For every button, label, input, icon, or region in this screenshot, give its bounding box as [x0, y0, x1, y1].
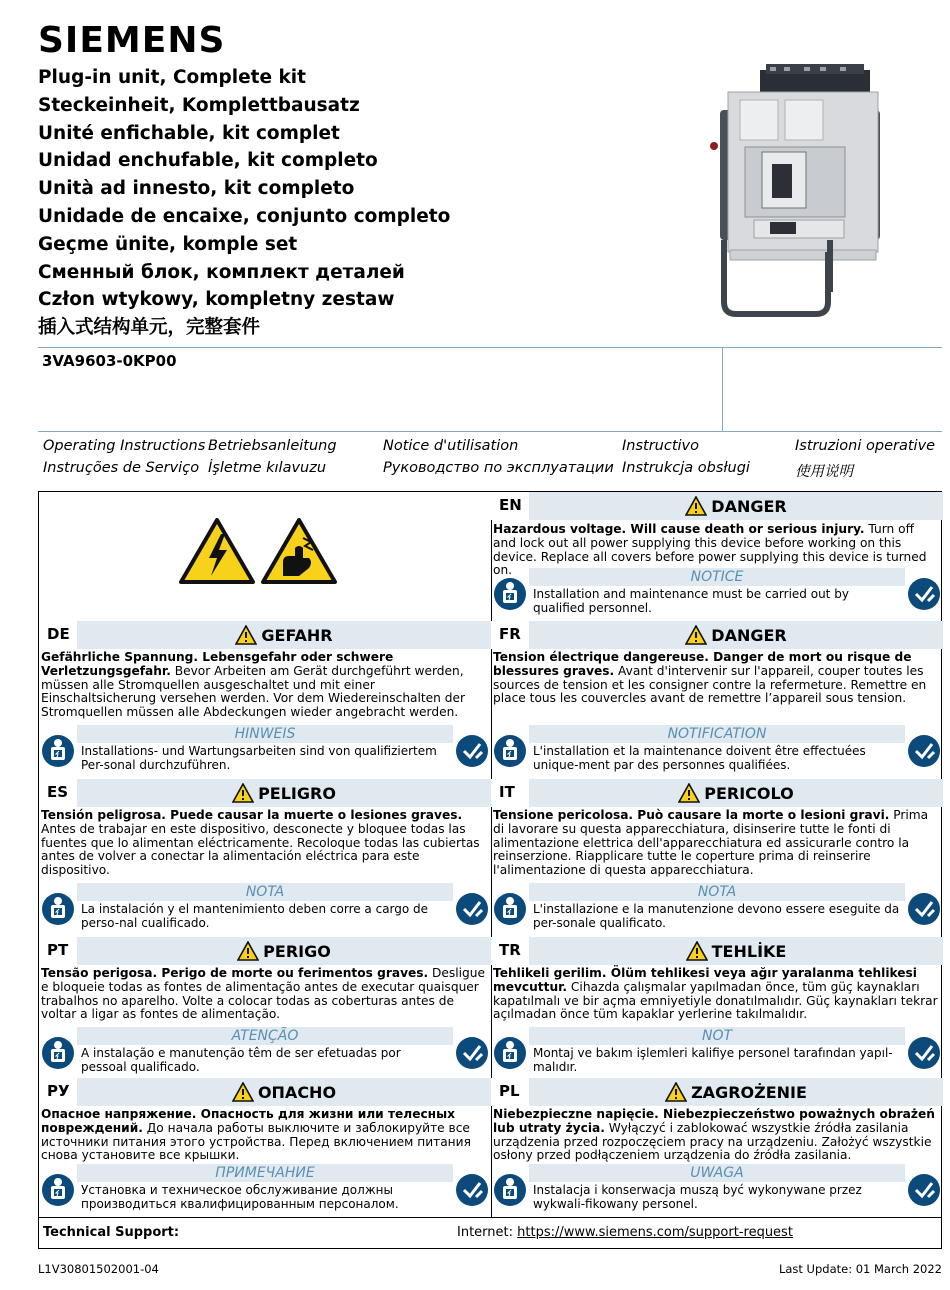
danger-header [529, 492, 943, 520]
danger-bold: Tensione pericolosa. Può causare la morte o lesioni gravi. [493, 808, 890, 822]
danger-body: До начала работы выключите и заблокируйте все источники питания этого устройства. Перед включением питания снова установите все крышки. [41, 1120, 471, 1163]
warning-triangle-icon [665, 1082, 687, 1102]
lang-code: FR [491, 621, 529, 649]
danger-heading: PERIGO [263, 941, 331, 961]
danger-header [77, 1078, 491, 1106]
note-block [39, 1027, 491, 1079]
danger-body: Avant d'intervenir sur l'appareil, couper toutes les sources de tension et les consigner contre la refermeture. Remettre en place tous les couvercles avant de remettre l’appareil sous tension. [493, 663, 927, 706]
note-text: La instalación y el mantenimiento deben corre a cargo de perso-nal cualificado. [81, 902, 429, 930]
danger-heading: GEFAHR [261, 625, 333, 645]
section-de [39, 621, 491, 779]
note-text: Installations- und Wartungsarbeiten sind von qualifiziertem Per-sonal durchzuführen. [81, 744, 437, 772]
support-link[interactable]: https://www.siemens.com/support-request [517, 1225, 793, 1240]
danger-header [529, 621, 943, 649]
danger-body: Turn off and lock out all power supplying this device before working on this device. Replace all covers before power supplying this device is turned on. [493, 522, 927, 578]
lang-code: IT [491, 779, 529, 807]
section-ru [39, 1078, 491, 1220]
note-block [491, 568, 943, 620]
danger-bold: Опасное напряжение. Опасность для жизни или телесных повреждений. [41, 1107, 455, 1135]
danger-header [529, 937, 943, 965]
note-title: NOT [529, 1027, 905, 1045]
divider [722, 347, 723, 431]
section-fr [491, 621, 943, 779]
instruction-label: Instruções de Serviço [43, 460, 200, 476]
note-text: Montaj ve bakım işlemleri kalifiye personel tarafından yapıl-malıdır. [533, 1046, 893, 1074]
read-instructions-icon [905, 1164, 943, 1216]
warning-triangle-icon [678, 783, 700, 803]
section-en [491, 492, 943, 621]
title-en: Plug-in unit, Complete kit [38, 67, 306, 88]
danger-bold: Tehlikeli gerilim. Ölüm tehlikesi veya ağır yaralanma tehlikesi mevcuttur. [493, 966, 917, 994]
section-pt [39, 937, 491, 1078]
divider [38, 431, 942, 432]
read-instructions-icon [453, 1027, 491, 1079]
read-instructions-icon [905, 883, 943, 935]
section-tr [491, 937, 943, 1078]
danger-text [493, 1108, 939, 1163]
title-zh: 插入式结构单元，完整套件 [38, 317, 261, 339]
section-it [491, 779, 943, 937]
instruction-label: Notice d'utilisation [383, 438, 519, 454]
note-title: NOTIFICATION [529, 725, 905, 743]
danger-header [529, 779, 943, 807]
document-number: L1V30801502001-04 [38, 1262, 159, 1276]
note-title: ATENÇÃO [77, 1027, 453, 1045]
danger-body: Prima di lavorare su questa apparecchiatura, disinserire tutte le fonti di alimentazione elettrica dell'apparecchiatura ed assicurarle contro la reinserzione. Riapplicare tutte le coperture prima di reinserire l'alimentazione di questa apparecchiatura. [493, 808, 929, 878]
title-fr: Unité enfichable, kit complet [38, 122, 340, 144]
read-instructions-icon [453, 725, 491, 777]
note-block [39, 725, 491, 777]
warning-triangle-icon [685, 496, 707, 516]
product-titles [38, 64, 450, 342]
danger-heading: PELIGRO [258, 783, 336, 803]
note-text: Installation and maintenance must be carried out by qualified personnel. [533, 587, 849, 615]
danger-body: Bevor Arbeiten am Gerät durchgeführt werden, müssen alle Stromquellen ausgeschaltet und mit einer Einschaltsicherung versehen werden. Vor dem Wiedereinschalten der Stromquellen müssen alle Abdeckungen wieder angebracht werden. [41, 663, 466, 720]
support-row [39, 1217, 941, 1248]
danger-text [41, 967, 487, 1022]
danger-body: Desligue e bloqueie todas as fontes de alimentação antes de executar quaisquer trabalhos no aparelho. Volte a colocar todas as coberturas antes de voltar a ligar as fontes de alimentação. [41, 966, 486, 1022]
lang-code: EN [491, 492, 529, 520]
lang-code: PL [491, 1078, 529, 1106]
instruction-label: Istruzioni operative [795, 438, 936, 454]
note-title: UWAGA [529, 1164, 905, 1182]
title-tr: Geçme ünite, komple set [38, 233, 298, 255]
danger-text [41, 809, 487, 878]
qualified-personnel-icon [491, 568, 529, 620]
note-block [491, 725, 943, 777]
danger-bold: Tension électrique dangereuse. Danger de mort ou risque de blessures graves. [493, 650, 912, 678]
read-instructions-icon [453, 1164, 491, 1216]
danger-bold: Hazardous voltage. Will cause death or serious injury. [493, 522, 865, 536]
hand-shock-icon [263, 520, 335, 582]
danger-heading: ZAGROŻENIE [691, 1082, 807, 1102]
warning-triangle-icon [232, 783, 254, 803]
danger-text [41, 1108, 487, 1163]
support-internet [457, 1225, 793, 1240]
note-text: L'installation et la maintenance doivent être effectuées unique-ment par des personnes qualifiées. [533, 744, 866, 772]
read-instructions-icon [905, 568, 943, 620]
note-block [491, 1164, 943, 1216]
qualified-personnel-icon [491, 725, 529, 777]
instruction-label: 使用说明 [795, 464, 853, 480]
warning-triangle-icon [232, 1082, 254, 1102]
danger-text [493, 651, 939, 706]
danger-text [493, 809, 939, 878]
danger-body: Wyłączyć i zablokować wszystkie źródła zasilania urządzenia przed rozpoczęciem pracy na urządzeniu. Założyć wszystkie osłony przed podłączeniem urządzenia do źródła zasilania. [493, 1120, 932, 1163]
instruction-label: Instrukcja obsługi [622, 460, 750, 476]
internet-label: Internet: [457, 1225, 518, 1240]
qualified-personnel-icon [491, 1027, 529, 1079]
last-update: Last Update: 01 March 2022 [778, 1262, 942, 1276]
warning-triangle-icon [685, 625, 707, 645]
danger-text [41, 651, 487, 720]
instruction-label: Operating Instructions [43, 438, 206, 454]
safety-table [38, 491, 942, 1249]
danger-bold: Tensão perigosa. Perigo de morte ou ferimentos graves. [41, 966, 429, 980]
danger-bold: Gefährliche Spannung. Lebensgefahr oder schwere Verletzungsgefahr. [41, 650, 394, 678]
instruction-label: Instructivo [622, 438, 699, 454]
divider [38, 347, 942, 348]
note-title: NOTA [529, 883, 905, 901]
danger-header [77, 621, 491, 649]
title-pl: Człon wtykowy, kompletny zestaw [38, 289, 395, 311]
title-pt: Unidade de encaixe, conjunto completo [38, 205, 451, 227]
danger-header [77, 937, 491, 965]
note-block [39, 1164, 491, 1216]
warning-triangle-icon [235, 625, 257, 645]
siemens-logo: SIEMENS [38, 20, 226, 61]
warning-triangle-icon [237, 941, 259, 961]
instruction-label: Betriebsanleitung [208, 438, 337, 454]
note-block [39, 883, 491, 935]
read-instructions-icon [905, 725, 943, 777]
lang-code: DE [39, 621, 77, 649]
read-instructions-icon [453, 883, 491, 935]
section-pl [491, 1078, 943, 1220]
danger-header [77, 779, 491, 807]
qualified-personnel-icon [39, 883, 77, 935]
danger-bold: Niebezpieczne napięcie. Niebezpieczeństwo poważnych obrażeń lub utraty życia. [493, 1107, 935, 1135]
instruction-label: Руководство по эксплуатации [383, 460, 614, 476]
title-es: Unidad enchufable, kit completo [38, 150, 378, 172]
note-text: L'installazione e la manutenzione devono essere eseguite da per-sonale qualificato. [533, 902, 900, 930]
lang-code: РУ [39, 1078, 77, 1106]
qualified-personnel-icon [39, 1164, 77, 1216]
note-title: ПРИМЕЧАНИЕ [77, 1164, 453, 1182]
note-title: HINWEIS [77, 725, 453, 743]
danger-heading: DANGER [711, 625, 787, 645]
support-label: Technical Support: [43, 1225, 180, 1240]
title-ru: Сменный блок, комплект деталей [38, 261, 405, 283]
danger-body: Antes de trabajar en este dispositivo, desconecte y bloquee todas las fuentes que lo alimentan eléctricamente. Recoloque todas las cubiertas antes de volver a conectar la alimentación eléctrica para este dispositivo. [41, 821, 480, 878]
qualified-personnel-icon [491, 883, 529, 935]
title-it: Unità ad innesto, kit completo [38, 178, 355, 200]
danger-header [529, 1078, 943, 1106]
note-block [491, 1027, 943, 1079]
qualified-personnel-icon [39, 1027, 77, 1079]
lang-code: PT [39, 937, 77, 965]
danger-text [493, 967, 939, 1022]
instruction-label: İşletme kılavuzu [208, 460, 327, 476]
lang-code: ES [39, 779, 77, 807]
product-image [700, 52, 945, 342]
order-number: 3VA9603-0KP00 [42, 352, 177, 370]
danger-bold: Tensión peligrosa. Puede causar la muerte o lesiones graves. [41, 808, 463, 822]
danger-heading: PERICOLO [704, 783, 794, 803]
note-text: Установка и техническое обслуживание должны производиться квалифицированным персоналом. [81, 1183, 399, 1211]
danger-body: Cihazda çalışmalar yapılmadan önce, tüm güç kaynakları kapatılmalı ve bir açma emniyetiyle donatılmalıdır. Güç kaynakları tekrar açılmadan önce tüm kapaklar yerlerine takılmalıdır. [493, 979, 938, 1022]
title-de: Steckeinheit, Komplettbausatz [38, 94, 360, 116]
lang-code: TR [491, 937, 529, 965]
note-title: NOTICE [529, 568, 905, 586]
electric-hazard-icon [181, 520, 253, 582]
note-block [491, 883, 943, 935]
warning-symbols [179, 518, 339, 586]
qualified-personnel-icon [491, 1164, 529, 1216]
note-text: Instalacja i konserwacja muszą być wykonywane przez wykwali-fikowany personel. [533, 1183, 862, 1211]
read-instructions-icon [905, 1027, 943, 1079]
section-es [39, 779, 491, 937]
danger-heading: DANGER [711, 496, 787, 516]
danger-heading: TEHLİKE [711, 941, 787, 961]
qualified-personnel-icon [39, 725, 77, 777]
note-title: NOTA [77, 883, 453, 901]
danger-heading: ОПАСНО [257, 1082, 337, 1102]
note-text: A instalação e manutenção têm de ser efetuadas por pessoal qualificado. [81, 1046, 401, 1074]
warning-triangle-icon [686, 941, 708, 961]
